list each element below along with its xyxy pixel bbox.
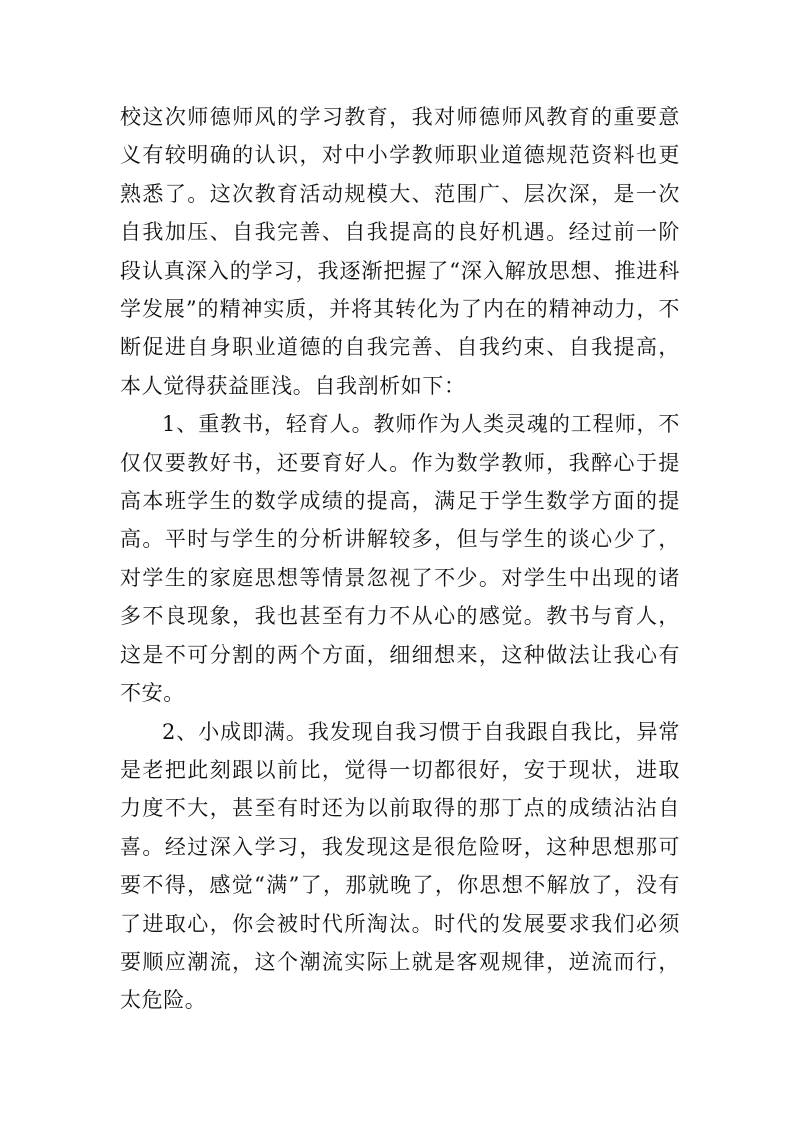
paragraph-point-2: 2、小成即满。我发现自我习惯于自我跟自我比，异常是老把此刻跟以前比，觉得一切都很好，安于现状，进取力度不大，甚至有时还为以前取得的那丁点的成绩沾沾自喜。经过深入学习，我发现这是很危险呀，这种思想那可要不得，感觉“满”了，那就晚了，你思想不解放了，没有了进取心，你会被时代所淘汰。时代的发展要求我们必须要顺应潮流，这个潮流实际上就是客观规律，逆流而行，太危险。: [120, 719, 680, 1013]
document-page: [120, 98, 680, 1020]
paragraph-intro: 校这次师德师风的学习教育，我对师德师风教育的重要意义有较明确的认识，对中小学教师职业道德规范资料也更熟悉了。这次教育活动规模大、范围广、层次深，是一次自我加压、自我完善、自我提高的良好机遇。经过前一阶段认真深入的学习，我逐渐把握了“深入解放思想、推进科学发展”的精神实质，并将其转化为了内在的精神动力，不断促进自身职业道德的自我完善、自我约束、自我提高，本人觉得获益匪浅。自我剖析如下：: [120, 105, 680, 398]
paragraph-point-1: 1、重教书，轻育人。教师作为人类灵魂的工程师，不仅仅要教好书，还要育好人。作为数学教师，我醉心于提高本班学生的数学成绩的提高，满足于学生数学方面的提高。平时与学生的分析讲解较多，但与学生的谈心少了，对学生的家庭思想等情景忽视了不少。对学生中出现的诸多不良现象，我也甚至有力不从心的感觉。教书与育人，这是不可分割的两个方面，细细想来，这种做法让我心有不安。: [120, 412, 680, 706]
